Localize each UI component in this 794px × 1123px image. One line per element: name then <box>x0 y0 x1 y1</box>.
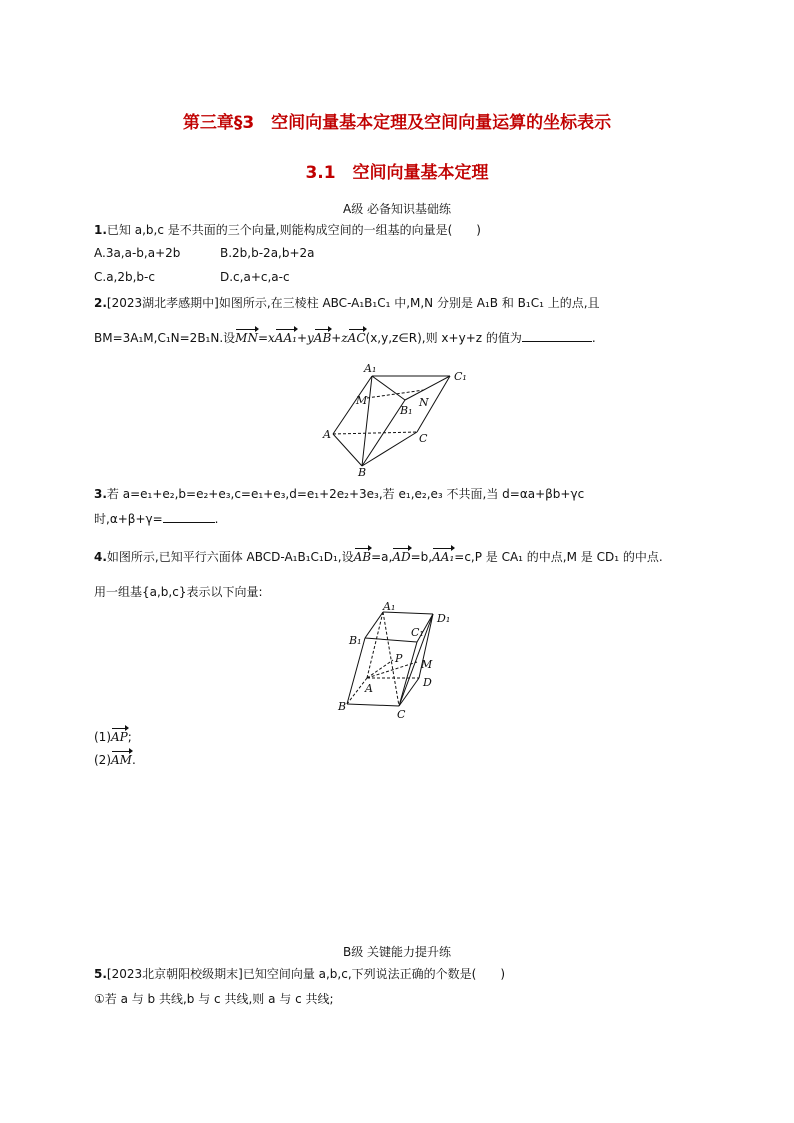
q3-number: 3. <box>94 487 107 501</box>
q1-number: 1. <box>94 223 107 237</box>
vector-AC: AC <box>347 331 366 345</box>
q1-stem <box>94 221 481 238</box>
label-A-q4: A <box>365 682 373 695</box>
q2-number: 2. <box>94 296 107 310</box>
q4-stem <box>94 548 663 565</box>
q4-sub1-label: (1) <box>94 730 111 744</box>
label-B1: B₁ <box>400 404 413 417</box>
edge-B1C1 <box>365 638 417 642</box>
vector-AB: AB <box>313 331 332 345</box>
q3-answer-blank[interactable] <box>163 512 215 523</box>
q3-text: 若 a=e₁+e₂,b=e₂+e₃,c=e₁+e₃,d=e₁+2e₂+3e₃,若 e₁,e₂,e₃ 不共面,当 d=αa+βb+γc <box>106 487 585 501</box>
label-C-q4: C <box>397 708 406 720</box>
label-M-q4: M <box>421 658 433 671</box>
q4-sub1-end: ; <box>127 730 132 744</box>
prism-figure <box>320 360 480 480</box>
q2-condition: BM=3A₁M,C₁N=2B₁N.设 <box>94 331 236 345</box>
q3-text2: 时,α+β+γ= <box>94 512 163 526</box>
edge-A1B1 <box>365 612 383 638</box>
q4-sub1 <box>94 728 132 744</box>
q2-text: [2023湖北孝感期中]如图所示,在三棱柱 ABC-A₁B₁C₁ 中,M,N 分别是 A₁B 和 B₁C₁ 上的点,且 <box>106 296 600 310</box>
label-B: B <box>358 466 367 479</box>
q2-tail: (x,y,z∈R),则 x+y+z 的值为 <box>365 331 522 345</box>
label-D: D <box>423 676 432 689</box>
parallelepiped-figure <box>335 600 465 720</box>
q1-option-a: A.3a,a-b,a+2b <box>94 246 181 260</box>
q2-eq-x: =x <box>257 331 275 345</box>
q5-text: [2023北京朝阳校级期末]已知空间向量 a,b,c,下列说法正确的个数是( ) <box>106 967 506 981</box>
q3-line2 <box>94 510 218 527</box>
edge-BC <box>362 432 417 466</box>
q5-item1: ①若 a 与 b 共线,b 与 c 共线,则 a 与 c 共线; <box>94 992 334 1006</box>
label-D1: D₁ <box>437 612 451 625</box>
level-b-heading: B级 关键能力提升练 <box>342 945 452 959</box>
q2-line2 <box>94 329 596 346</box>
q1-text: 已知 a,b,c 是不共面的三个向量,则能构成空间的一组基的向量是( ) <box>106 223 481 237</box>
q4-number: 4. <box>94 550 107 564</box>
q5-number: 5. <box>94 967 107 981</box>
q2-answer-blank[interactable] <box>522 331 592 342</box>
q4-eq-b: =b, <box>410 550 433 564</box>
label-N: N <box>419 396 429 409</box>
q2-plus-y: +y <box>296 331 314 345</box>
label-B-q4: B <box>338 700 347 713</box>
label-C1: C₁ <box>454 370 467 383</box>
q5-stem <box>94 965 505 982</box>
edge-BC <box>347 704 399 706</box>
edge-B1B <box>347 638 365 704</box>
edge-AB <box>333 434 362 466</box>
edge-CD <box>399 678 419 706</box>
edge-AB-hidden <box>347 678 367 704</box>
q4-sub2-label: (2) <box>94 753 111 767</box>
q2-end: . <box>591 331 596 345</box>
q4-text-b: =c,P 是 CA₁ 的中点,M 是 CD₁ 的中点. <box>454 550 663 564</box>
vector-AM: AM <box>111 753 132 767</box>
q3-stem <box>94 485 584 502</box>
label-C: C <box>419 432 428 445</box>
vector-AB-q4: AB <box>353 550 372 564</box>
vector-AD-q4: AD <box>392 550 411 564</box>
q4-eq-a: =a, <box>371 550 393 564</box>
q1-option-b: B.2b,b-2a,b+2a <box>220 246 315 260</box>
vector-MN: MN <box>235 331 258 345</box>
label-P: P <box>395 652 403 665</box>
vector-AA1: AA₁ <box>274 331 297 345</box>
label-B1-q4: B₁ <box>349 634 362 647</box>
q4-text-a: 如图所示,已知平行六面体 ABCD-A₁B₁C₁D₁,设 <box>106 550 354 564</box>
label-A: A <box>323 428 331 441</box>
vector-AA1-q4: AA₁ <box>432 550 455 564</box>
label-C1-q4: C₁ <box>411 626 424 639</box>
q4-sub2-end: . <box>131 753 136 767</box>
q4-sub2 <box>94 751 136 767</box>
label-A1-q4: A₁ <box>383 600 396 613</box>
section-title: 3.1 空间向量基本定理 <box>305 163 489 183</box>
chapter-title: 第三章§3 空间向量基本定理及空间向量运算的坐标表示 <box>182 113 612 133</box>
label-A1: A₁ <box>364 362 377 375</box>
q4-line2: 用一组基{a,b,c}表示以下向量: <box>94 585 263 599</box>
vector-AP: AP <box>111 730 128 744</box>
q1-option-c: C.a,2b,b-c <box>94 270 155 284</box>
q2-plus-z: +z <box>331 331 348 345</box>
level-a-heading: A级 必备知识基础练 <box>342 202 452 216</box>
q3-end: . <box>214 512 219 526</box>
q2-stem <box>94 294 600 311</box>
label-M: M <box>356 394 368 407</box>
q1-option-d: D.c,a+c,a-c <box>220 270 290 284</box>
edge-AC-hidden <box>333 432 417 434</box>
